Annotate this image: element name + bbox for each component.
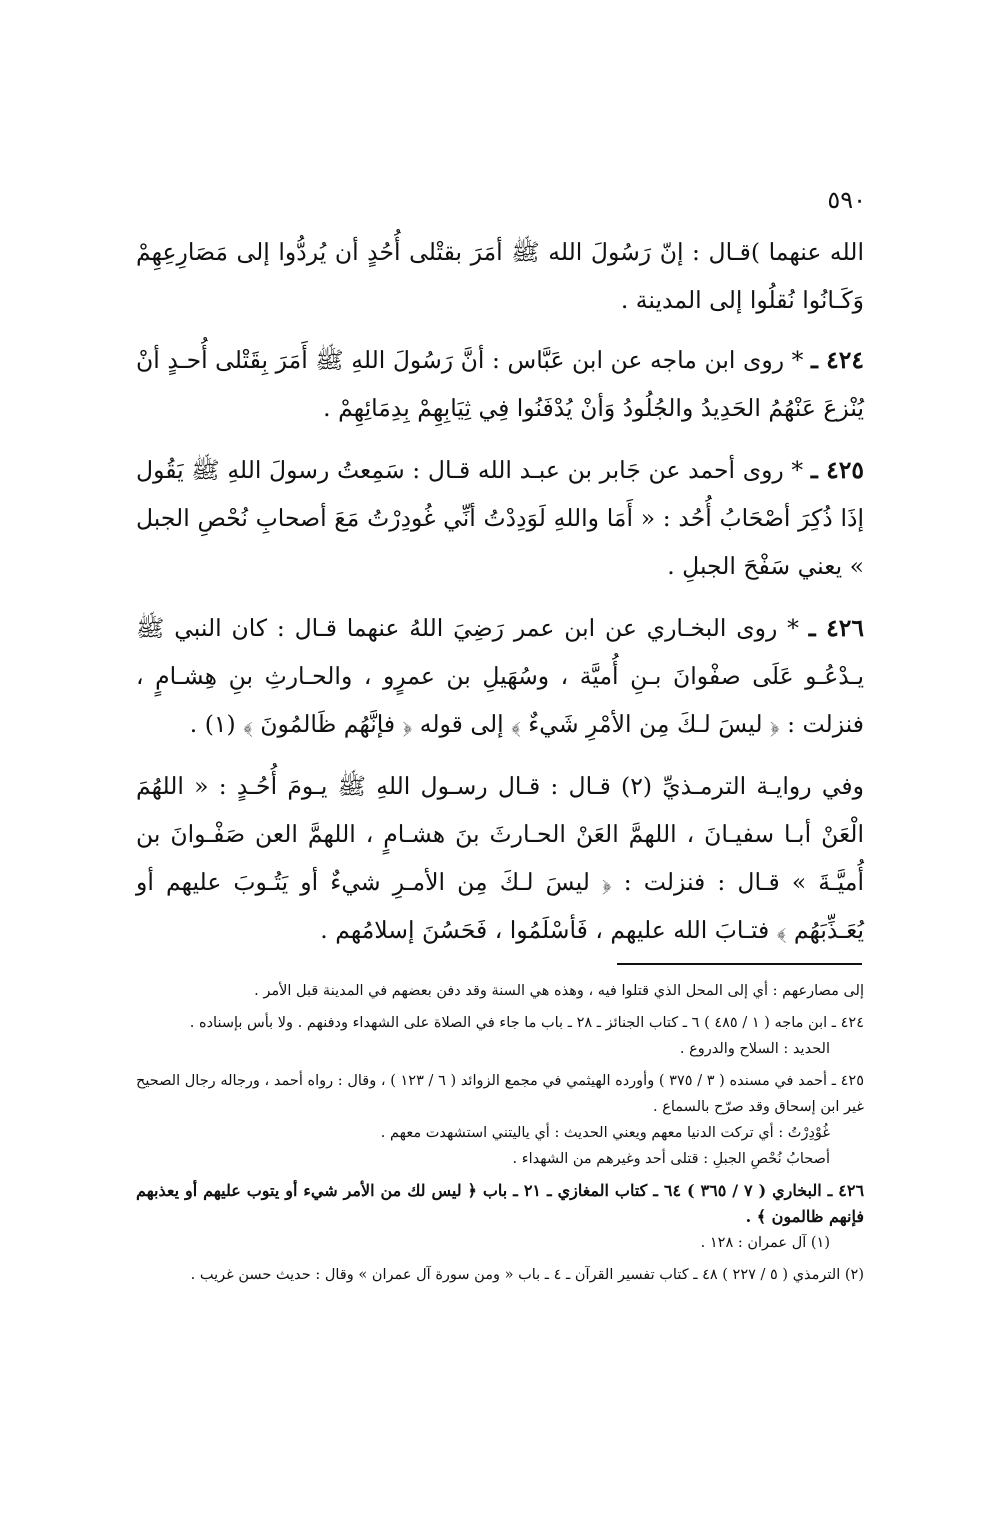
hadith-number: ٤٢٦ ـ [808, 614, 864, 642]
footnote-424 [136, 1010, 864, 1062]
paragraph-text: الله عنهما )قـال : إنّ رَسُولَ الله ﷺ أمَرَ بقتْلى أُحُدٍ أن يُردُّوا إلى مَصَارِعِهِمْ وَكَـانُوا نُقلُوا إلى المدينة . [136, 238, 864, 314]
footnote-text: ٤٢٤ ـ ابن ماجه ( ١ / ٤٨٥ ) ٦ ـ كتاب الجنائز ـ ٢٨ ـ باب ما جاء في الصلاة على الشهداء ودفنهم . ولا بأس بإسناده . [189, 1015, 864, 1031]
footnote-425 [136, 1068, 864, 1172]
footnote-426 [136, 1178, 864, 1256]
footnote-text: ٤٢٦ ـ البخاري ( ٧ / ٣٦٥ ) ٦٤ ـ كتاب المغازي ـ ٢١ ـ باب ﴿ ليس لك من الأمر شيء أو يتوب عليهم أو يعذبهم فإنهم ظالمون ﴾ . [136, 1181, 865, 1226]
footnote-text: إلى مصارعهم : أي إلى المحل الذي قتلوا فيه ، وهذه هي السنة وقد دفن بعضهم في المدينة قبل الأمر . [254, 983, 864, 999]
footnote [136, 978, 864, 1004]
footnote-divider [617, 963, 862, 965]
hadith-number: ٤٢٥ ـ [810, 456, 864, 484]
hadith-425 [136, 446, 864, 590]
main-text [136, 228, 864, 968]
hadith-number: ٤٢٤ ـ [810, 346, 864, 374]
paragraph-continuation [136, 228, 864, 324]
hadith-424 [136, 336, 864, 432]
footnote-text: (٢) الترمذي ( ٥ / ٢٢٧ ) ٤٨ ـ كتاب تفسير القرآن ـ ٤ ـ باب « ومن سورة آل عمران » وقال : حديث حسن غريب . [190, 1267, 864, 1283]
paragraph-text: * روى أحمد عن جَابر بن عبـد الله قـال : سَمِعتُ رسولَ اللهِ ﷺ يَقُول إذَا ذُكِرَ أصْحَابُ أُحُد : « أَمَا واللهِ لَوَدِدْتُ أنِّي غُودِرْتُ مَعَ أصحابِ نُحْصِ الجبل » يعني سَفْحَ الجبلِ . [136, 456, 864, 580]
paragraph-text: وفي روايـة الترمـذيِّ (٢) قـال : قـال رسـول اللهِ ﷺ يـومَ أُحُـدٍ : « اللهُمَ الْعَنْ أبـا سفيـانَ ، اللهمَّ العَنْ الحـارثَ بنَ هشـامٍ ، اللهمَّ العن صَفْـوانَ بن أُميَّـةَ » قـال : فنزلت : ﴿ ليسَ لـكَ مِن الأمـرِ شيءٌ أو يَتُـوبَ عليهم أو يُعَـذِّبَهُم ﴾ فتـابَ الله عليهم ، فَأسْلَمُوا ، فَحَسُنَ إسلامُهم . [136, 772, 864, 944]
footnotes [136, 978, 864, 1294]
footnote-2 [136, 1262, 864, 1288]
paragraph-text: * روى البخـاري عن ابن عمر رَضِيَ اللهُ عنهما قـال : كان النبي ﷺ يـدْعُـو عَلَى صفْوانَ بـنِ أُميَّة ، وسُهَيلِ بن عمرٍو ، والحـارثِ بنِ هِشـامٍ ، فنزلت : ﴿ ليسَ لـكَ مِن الأمْرِ شَيءٌ ﴾ إلى قوله ﴿ فإنَّهُم ظَالمُونَ ﴾ (١) . [136, 614, 864, 738]
tirmidhi-narration [136, 762, 864, 954]
page-number: ٥٩٠ [827, 186, 866, 214]
footnote-gloss: أصحابُ نُحْصِ الجبلِ : قتلى أحد وغيرهم من الشهداء . [512, 1151, 830, 1167]
hadith-426 [136, 604, 864, 748]
footnote-text: ٤٢٥ ـ أحمد في مسنده ( ٣ / ٣٧٥ ) وأورده الهيثمي في مجمع الزوائد ( ٦ / ١٢٣ ) ، وقال : رواه أحمد ، ورجاله رجال الصحيح غير ابن إسحاق وقد صرّح بالسماع . [136, 1073, 864, 1115]
footnote-gloss: الحديد : السلاح والدروع . [679, 1041, 830, 1057]
footnote-gloss: غُوْدِرْتُ : أي تركت الدنيا معهم ويعني الحديث : أي ياليتني استشهدت معهم . [380, 1125, 830, 1141]
footnote-gloss: (١) آل عمران : ١٢٨ . [700, 1235, 830, 1251]
paragraph-text: * روى ابن ماجه عن ابن عَبَّاس : أنَّ رَسُولَ اللهِ ﷺ أَمَرَ بِقَتْلى أُحـدٍ أنْ يُنْزعَ عَنْهُمُ الحَدِيدُ والجُلُودُ وَأنْ يُدْفَنُوا فِي ثِيَابِهِمْ بِدِمَائِهِمْ . [136, 346, 864, 422]
